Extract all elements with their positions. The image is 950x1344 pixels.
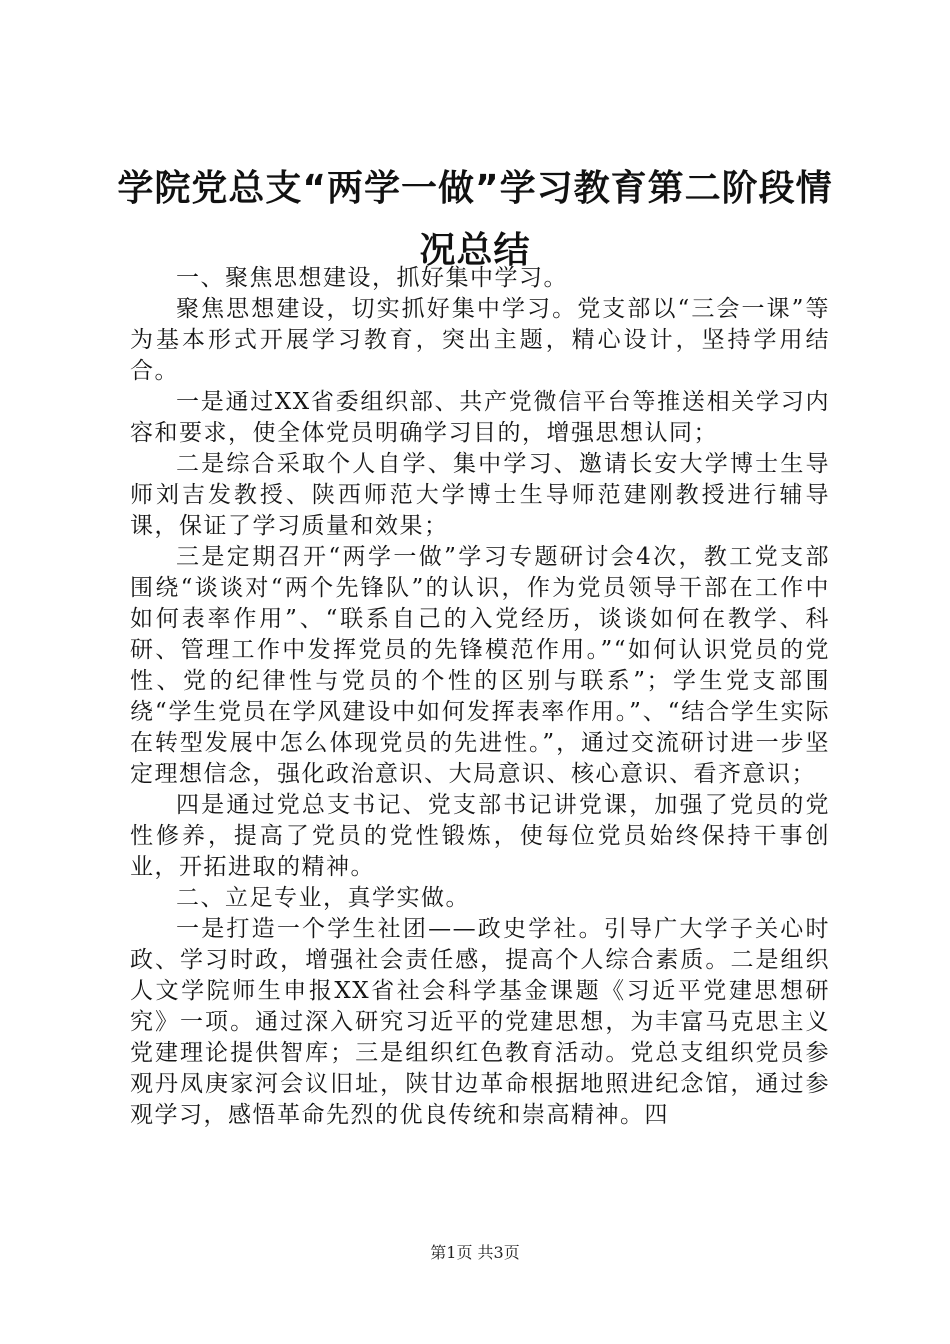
section-heading-1: 一、聚焦思想建设，抓好集中学习。 bbox=[176, 265, 568, 291]
page-footer: 第1页 共3页 bbox=[430, 1243, 520, 1262]
body-paragraph: 一是通过XX省委组织部、共产党微信平台等推送相关学习内容和要求，使全体党员明确学习目的，增强思想认同； bbox=[130, 389, 830, 446]
section-heading-2: 二、立足专业，真学实做。 bbox=[176, 885, 470, 911]
body-paragraph: 三是定期召开“两学一做”学习专题研讨会4次，教工党支部围绕“谈谈对“两个先锋队”的认识，作为党员领导干部在工作中如何表率作用”、“联系自己的入党经历，谈谈如何在教学、科研、管理工作中发挥党员的先锋模范作用。”“如何认识党员的党性、党的纪律性与党员的个性的区别与联系”；学生党支部围绕“学生党员在学风建设中如何发挥表率作用。”、“结合学生实际在转型发展中怎么体现党员的先进性。”，通过交流研讨进一步坚定理想信念，强化政治意识、大局意识、核心意识、看齐意识； bbox=[130, 544, 830, 787]
body-paragraph: 四是通过党总支书记、党支部书记讲党课，加强了党员的党性修养，提高了党员的党性锻炼，使每位党员始终保持干事创业，开拓进取的精神。 bbox=[130, 792, 830, 880]
document-body bbox=[130, 263, 830, 1131]
title-line-1: 学院党总支“两学一做”学习教育第二阶段情 bbox=[117, 168, 833, 209]
body-paragraph: 一是打造一个学生社团——政史学社。引导广大学子关心时政、学习时政，增强社会责任感，提高个人综合素质。二是组织人文学院师生申报XX省社会科学基金课题《习近平党建思想研究》一项。通过深入研究习近平的党建思想，为丰富马克思主义党建理论提供智库；三是组织红色教育活动。党总支组织党员参观丹凤庚家河会议旧址，陕甘边革命根据地照进纪念馆，通过参观学习，感悟革命先烈的优良传统和崇高精神。四 bbox=[130, 916, 830, 1128]
title-line-2: 况总结 bbox=[419, 230, 531, 271]
body-paragraph: 聚焦思想建设，切实抓好集中学习。党支部以“三会一课”等为基本形式开展学习教育，突出主题，精心设计，坚持学用结合。 bbox=[130, 296, 830, 384]
body-paragraph: 二是综合采取个人自学、集中学习、邀请长安大学博士生导师刘吉发教授、陕西师范大学博士生导师范建刚教授进行辅导课，保证了学习质量和效果； bbox=[130, 451, 830, 539]
